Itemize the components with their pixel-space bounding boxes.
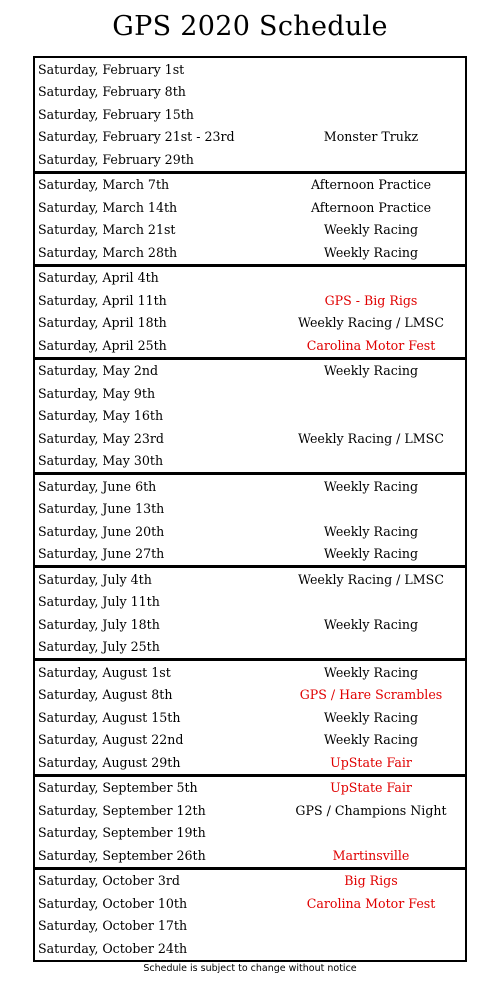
date-cell: Saturday, April 18th: [38, 315, 167, 331]
schedule-row: [35, 568, 465, 591]
event-cell: Afternoon Practice: [310, 199, 432, 215]
month-group: [33, 358, 467, 474]
date-cell: Saturday, September 12th: [38, 802, 206, 818]
schedule-row: [35, 520, 465, 543]
month-group: [33, 265, 467, 358]
month-group: [33, 172, 467, 265]
date-cell: Saturday, March 28th: [38, 244, 178, 260]
event-cell: GPS - Big Rigs: [324, 292, 418, 308]
month-group: [33, 659, 467, 775]
date-cell: Saturday, February 29th: [38, 151, 194, 167]
disclaimer-note: Schedule is subject to change without notice: [143, 963, 357, 974]
schedule-row: [35, 591, 465, 614]
event-cell: Weekly Racing: [323, 546, 419, 562]
date-cell: Saturday, June 6th: [38, 478, 157, 494]
schedule-row: [35, 613, 465, 636]
schedule-row: [35, 312, 465, 335]
schedule-row: [35, 706, 465, 729]
event-cell: Afternoon Practice: [310, 177, 432, 193]
date-cell: Saturday, July 11th: [38, 594, 160, 610]
date-cell: Saturday, September 5th: [38, 780, 198, 796]
date-cell: Saturday, May 9th: [38, 385, 156, 401]
event-cell: Carolina Motor Fest: [306, 895, 436, 911]
event-cell: Big Rigs: [344, 873, 398, 889]
date-cell: Saturday, August 15th: [38, 709, 181, 725]
date-cell: Saturday, February 1st: [38, 61, 185, 77]
date-cell: Saturday, October 17th: [38, 918, 188, 934]
date-cell: Saturday, July 4th: [38, 571, 152, 587]
date-cell: Saturday, March 14th: [38, 199, 178, 215]
date-cell: Saturday, February 8th: [38, 84, 186, 100]
event-cell: UpState Fair: [330, 754, 412, 770]
date-cell: Saturday, June 13th: [38, 501, 165, 517]
date-cell: Saturday, October 3rd: [38, 873, 180, 889]
page-title: GPS 2020 Schedule: [112, 11, 388, 42]
date-cell: Saturday, March 21st: [38, 222, 176, 238]
schedule-row: [35, 382, 465, 405]
date-cell: Saturday, April 4th: [38, 270, 159, 286]
schedule-row: [35, 81, 465, 104]
date-cell: Saturday, August 29th: [38, 754, 181, 770]
schedule-row: [35, 844, 465, 867]
month-group: [33, 868, 467, 962]
schedule-row: [35, 58, 465, 81]
schedule-row: [35, 241, 465, 264]
schedule-row: [35, 684, 465, 707]
date-cell: Saturday, August 8th: [38, 687, 173, 703]
event-cell: Weekly Racing: [323, 664, 419, 680]
date-cell: Saturday, May 30th: [38, 453, 164, 469]
date-cell: Saturday, February 21st - 23rd: [38, 129, 235, 145]
schedule-row: [35, 799, 465, 822]
schedule-row: [35, 475, 465, 498]
schedule-row: [35, 267, 465, 290]
date-cell: Saturday, May 16th: [38, 408, 164, 424]
month-group: [33, 473, 467, 566]
schedule-row: [35, 289, 465, 312]
schedule-row: [35, 126, 465, 149]
month-group: [33, 56, 467, 172]
date-cell: Saturday, July 18th: [38, 616, 160, 632]
event-cell: Weekly Racing / LMSC: [298, 571, 444, 587]
date-cell: Saturday, September 19th: [38, 825, 206, 841]
event-cell: Martinsville: [332, 847, 410, 863]
date-cell: Saturday, April 25th: [38, 337, 167, 353]
event-cell: UpState Fair: [330, 780, 412, 796]
date-cell: Saturday, October 24th: [38, 940, 188, 956]
date-cell: Saturday, April 11th: [38, 292, 167, 308]
event-cell: Weekly Racing / LMSC: [298, 430, 444, 446]
date-cell: Saturday, October 10th: [38, 895, 188, 911]
schedule-row: [35, 636, 465, 659]
event-cell: GPS / Hare Scrambles: [299, 687, 443, 703]
schedule-row: [35, 543, 465, 566]
date-cell: Saturday, August 1st: [38, 664, 171, 680]
event-cell: Carolina Motor Fest: [306, 337, 436, 353]
schedule-row: [35, 196, 465, 219]
event-cell: Weekly Racing: [323, 732, 419, 748]
event-cell: Weekly Racing: [323, 244, 419, 260]
schedule-table: [33, 56, 467, 962]
date-cell: Saturday, June 27th: [38, 546, 165, 562]
date-cell: Saturday, May 23rd: [38, 430, 164, 446]
event-cell: Weekly Racing: [323, 478, 419, 494]
event-cell: Weekly Racing: [323, 709, 419, 725]
event-cell: Weekly Racing / LMSC: [298, 315, 444, 331]
schedule-row: [35, 405, 465, 428]
date-cell: Saturday, September 26th: [38, 847, 206, 863]
schedule-row: [35, 661, 465, 684]
event-cell: Weekly Racing: [323, 222, 419, 238]
schedule-row: [35, 427, 465, 450]
schedule-row: [35, 751, 465, 774]
event-cell: Weekly Racing: [323, 363, 419, 379]
schedule-row: [35, 915, 465, 938]
schedule-row: [35, 148, 465, 171]
event-cell: GPS / Champions Night: [295, 802, 447, 818]
month-group: [33, 775, 467, 868]
schedule-row: [35, 822, 465, 845]
date-cell: Saturday, June 20th: [38, 523, 165, 539]
date-cell: Saturday, July 25th: [38, 639, 160, 655]
schedule-row: [35, 870, 465, 893]
event-cell: Monster Trukz: [323, 129, 419, 145]
schedule-row: [35, 892, 465, 915]
schedule-row: [35, 360, 465, 383]
date-cell: Saturday, February 15th: [38, 106, 194, 122]
schedule-row: [35, 219, 465, 242]
date-cell: Saturday, August 22nd: [38, 732, 184, 748]
date-cell: Saturday, March 7th: [38, 177, 170, 193]
schedule-row: [35, 777, 465, 800]
date-cell: Saturday, May 2nd: [38, 363, 159, 379]
event-cell: Weekly Racing: [323, 616, 419, 632]
schedule-row: [35, 174, 465, 197]
month-group: [33, 566, 467, 659]
schedule-row: [35, 729, 465, 752]
schedule-row: [35, 450, 465, 473]
schedule-row: [35, 937, 465, 960]
schedule-row: [35, 498, 465, 521]
schedule-row: [35, 103, 465, 126]
event-cell: Weekly Racing: [323, 523, 419, 539]
schedule-row: [35, 334, 465, 357]
